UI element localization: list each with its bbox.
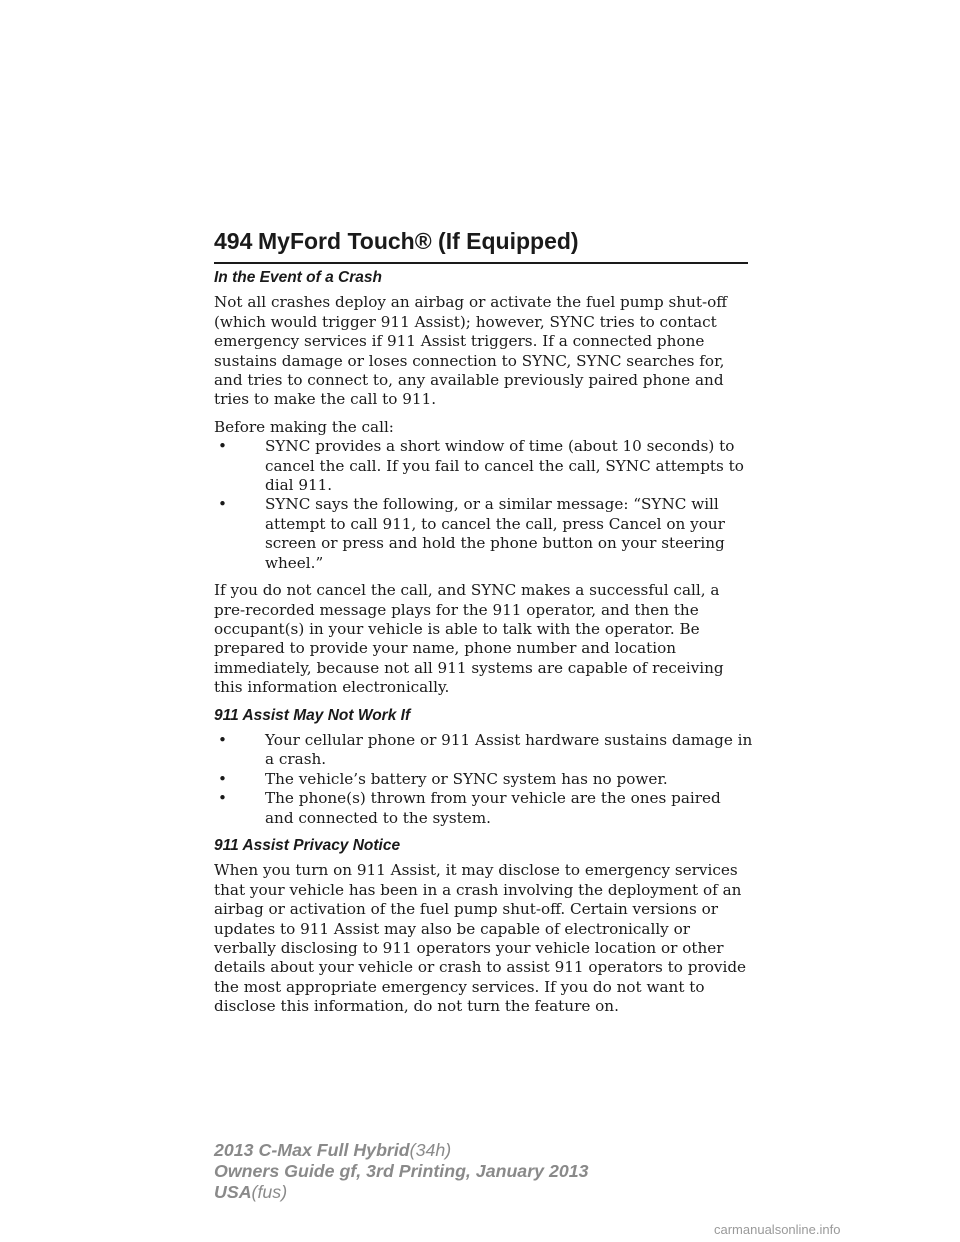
list-item: • SYNC says the following, or a similar message: “SYNC will attempt to call 911, to cancel the call, press Cancel on your screen or press and hold the phone button on your steering wheel.” <box>218 495 725 572</box>
section-title: MyFord Touch® (If Equipped) <box>258 228 579 254</box>
privacy-paragraph: When you turn on 911 Assist, it may disclose to emergency services that your vehicle has been in a crash involving the deployment of an airbag or activation of the fuel pump shut-off. Certain versions or updates to 911 Assist may also be capable of electronically or verbally disclosing to 911 operators your vehicle location or other details about your vehicle or crash to assist 911 operators to provide the most appropriate emergency services. If you do not want to disclose this information, do not turn the feature on. <box>214 861 747 1016</box>
list-item: • The phone(s) thrown from your vehicle are the ones paired and connected to the system. <box>218 789 721 827</box>
bullet-icon: • <box>218 495 227 514</box>
before-call-list <box>214 437 754 573</box>
list-item: • Your cellular phone or 911 Assist hardware sustains damage in a crash. <box>218 730 753 769</box>
heading-911-assist-may-not-work: 911 Assist May Not Work If <box>214 706 411 724</box>
footer-line-3: USA(fus) <box>214 1182 288 1202</box>
heading-in-the-event-of-a-crash: In the Event of a Crash <box>214 269 382 286</box>
list-item: • The vehicle’s battery or SYNC system has no power. <box>218 769 668 788</box>
bullet-icon: • <box>218 769 227 788</box>
may-not-work-list <box>214 731 754 828</box>
bullet-icon: • <box>218 437 227 456</box>
page-content <box>214 268 754 1025</box>
page-footer <box>214 1140 589 1203</box>
crash-paragraph-2: If you do not cancel the call, and SYNC makes a successful call, a pre-recorded message plays for the 911 operator, and then the occupant(s) in your vehicle is able to talk with the operator. Be prepared to provide your name, phone number and location immediately, because not all 911 systems are capable of receiving this information electronically. <box>214 581 724 697</box>
footer-line-1: 2013 C-Max Full Hybrid(34h) <box>214 1140 452 1160</box>
heading-911-assist-privacy-notice: 911 Assist Privacy Notice <box>214 836 401 854</box>
watermark: carmanualsonline.info <box>714 1222 841 1237</box>
bullet-icon: • <box>218 730 227 749</box>
before-call-intro: Before making the call: <box>214 417 394 436</box>
page-number: 494 <box>214 228 253 254</box>
crash-paragraph-1: Not all crashes deploy an airbag or activate the fuel pump shut-off (which would trigger 911 Assist); however, SYNC tries to contact emergency services if 911 Assist triggers. If a connected phone sustains damage or loses connection to SYNC, SYNC searches for, and tries to connect to, any available previously paired phone and tries to make the call to 911. <box>214 293 728 409</box>
footer-line-2: Owners Guide gf, 3rd Printing, January 2013 <box>214 1161 589 1181</box>
bullet-icon: • <box>218 789 227 808</box>
list-item: • SYNC provides a short window of time (about 10 seconds) to cancel the call. If you fail to cancel the call, SYNC attempts to dial 911. <box>218 437 744 495</box>
page-header <box>214 224 748 264</box>
